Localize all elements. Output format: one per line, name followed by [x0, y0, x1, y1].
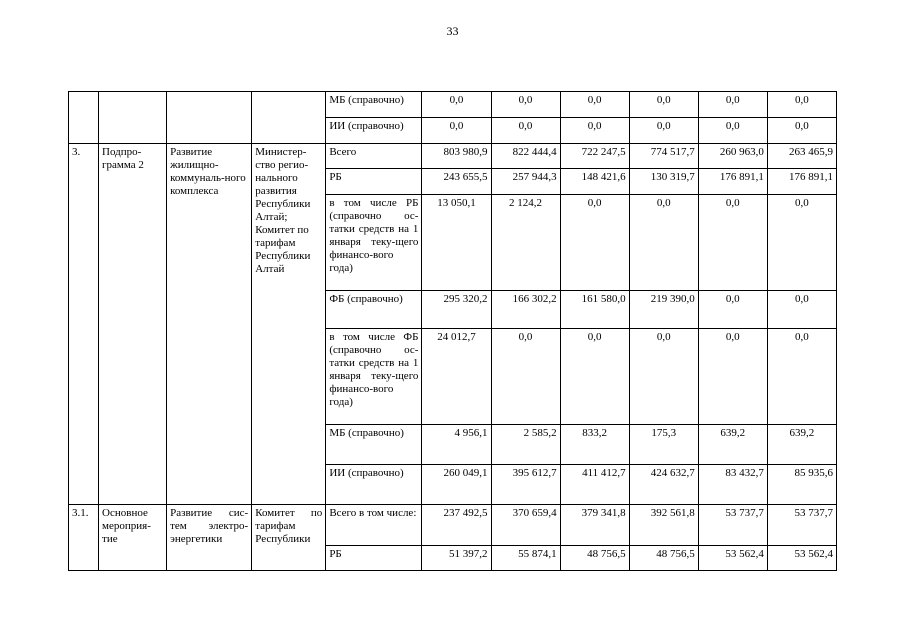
cell-value: 639,2: [698, 425, 767, 465]
cell-value: 392 561,8: [629, 505, 698, 546]
cell-value: 0,0: [629, 195, 698, 291]
cell-value: 379 341,8: [560, 505, 629, 546]
cell-value: 130 319,7: [629, 169, 698, 195]
cell-value: 55 874,1: [491, 546, 560, 571]
cell-executor: Министер-ство регио-нального развития Республики Алтай; Комитет по тарифам Республики Алтай: [252, 144, 326, 505]
cell-value: 176 891,1: [767, 169, 836, 195]
cell-no: 3.1.: [69, 505, 99, 571]
cell-value: 51 397,2: [422, 546, 491, 571]
cell-value: 2 585,2: [491, 425, 560, 465]
cell-value: 175,3: [629, 425, 698, 465]
cell-value: 148 421,6: [560, 169, 629, 195]
cell-value: 424 632,7: [629, 465, 698, 505]
cell-source: Всего в том числе:: [326, 505, 422, 546]
cell-value: 411 412,7: [560, 465, 629, 505]
cell-value: 53 737,7: [767, 505, 836, 546]
cell-value: 0,0: [767, 291, 836, 329]
cell-value: 0,0: [422, 118, 491, 144]
cell-value: 263 465,9: [767, 144, 836, 169]
cell-name: Развитие жилищно-коммуналь-ного комплекса: [167, 144, 252, 505]
cell-status: Основное мероприя-тие: [99, 505, 167, 571]
cell-executor: [252, 92, 326, 144]
cell-source: РБ: [326, 169, 422, 195]
cell-value: 0,0: [560, 118, 629, 144]
cell-value: 13 050,1: [422, 195, 491, 291]
cell-value: 260 963,0: [698, 144, 767, 169]
cell-value: 48 756,5: [629, 546, 698, 571]
cell-value: 0,0: [698, 329, 767, 425]
cell-value: 0,0: [767, 329, 836, 425]
cell-value: 822 444,4: [491, 144, 560, 169]
cell-value: 85 935,6: [767, 465, 836, 505]
cell-value: 0,0: [767, 92, 836, 118]
cell-value: 0,0: [698, 92, 767, 118]
cell-value: 370 659,4: [491, 505, 560, 546]
cell-value: 0,0: [629, 92, 698, 118]
cell-source: ИИ (справочно): [326, 465, 422, 505]
cell-value: 166 302,2: [491, 291, 560, 329]
cell-value: 176 891,1: [698, 169, 767, 195]
cell-value: 0,0: [629, 329, 698, 425]
cell-value: 0,0: [491, 329, 560, 425]
page-number: 33: [446, 24, 459, 38]
budget-table: [68, 91, 837, 571]
cell-value: 0,0: [767, 195, 836, 291]
cell-source: ФБ (справочно): [326, 291, 422, 329]
cell-value: 24 012,7: [422, 329, 491, 425]
cell-value: 0,0: [698, 291, 767, 329]
cell-value: 161 580,0: [560, 291, 629, 329]
cell-value: 0,0: [560, 92, 629, 118]
cell-source: ИИ (справочно): [326, 118, 422, 144]
cell-value: 219 390,0: [629, 291, 698, 329]
cell-value: 0,0: [560, 329, 629, 425]
cell-value: 0,0: [491, 118, 560, 144]
cell-name: Развитие сис-тем электро-энергетики: [167, 505, 252, 571]
table-row: [69, 144, 837, 169]
cell-value: 0,0: [422, 92, 491, 118]
cell-source: МБ (справочно): [326, 92, 422, 118]
cell-source: в том числе ФБ (справочно ос-татки средств на 1 января теку-щего финансо-вого года): [326, 329, 422, 425]
cell-value: 803 980,9: [422, 144, 491, 169]
cell-value: 0,0: [491, 92, 560, 118]
cell-value: 48 756,5: [560, 546, 629, 571]
cell-no: [69, 92, 99, 144]
cell-value: 0,0: [560, 195, 629, 291]
cell-executor: Комитет по тарифам Республики: [252, 505, 326, 571]
cell-name: [167, 92, 252, 144]
cell-value: 0,0: [698, 118, 767, 144]
cell-value: 243 655,5: [422, 169, 491, 195]
cell-value: 722 247,5: [560, 144, 629, 169]
cell-source: в том числе РБ (справочно ос-татки средств на 1 января теку-щего финансо-вого года): [326, 195, 422, 291]
cell-value: 0,0: [767, 118, 836, 144]
table-row: [69, 92, 837, 118]
cell-value: 295 320,2: [422, 291, 491, 329]
cell-value: 53 562,4: [698, 546, 767, 571]
cell-value: 639,2: [767, 425, 836, 465]
cell-value: 260 049,1: [422, 465, 491, 505]
cell-value: 833,2: [560, 425, 629, 465]
cell-value: 83 432,7: [698, 465, 767, 505]
cell-status: Подпро-грамма 2: [99, 144, 167, 505]
cell-value: 53 562,4: [767, 546, 836, 571]
cell-value: 395 612,7: [491, 465, 560, 505]
cell-source: Всего: [326, 144, 422, 169]
table-row: [69, 505, 837, 546]
cell-value: 257 944,3: [491, 169, 560, 195]
cell-value: 774 517,7: [629, 144, 698, 169]
cell-source: РБ: [326, 546, 422, 571]
cell-value: 0,0: [629, 118, 698, 144]
cell-value: 237 492,5: [422, 505, 491, 546]
cell-value: 4 956,1: [422, 425, 491, 465]
cell-value: 2 124,2: [491, 195, 560, 291]
cell-value: 53 737,7: [698, 505, 767, 546]
cell-status: [99, 92, 167, 144]
cell-no: 3.: [69, 144, 99, 505]
cell-value: 0,0: [698, 195, 767, 291]
cell-source: МБ (справочно): [326, 425, 422, 465]
